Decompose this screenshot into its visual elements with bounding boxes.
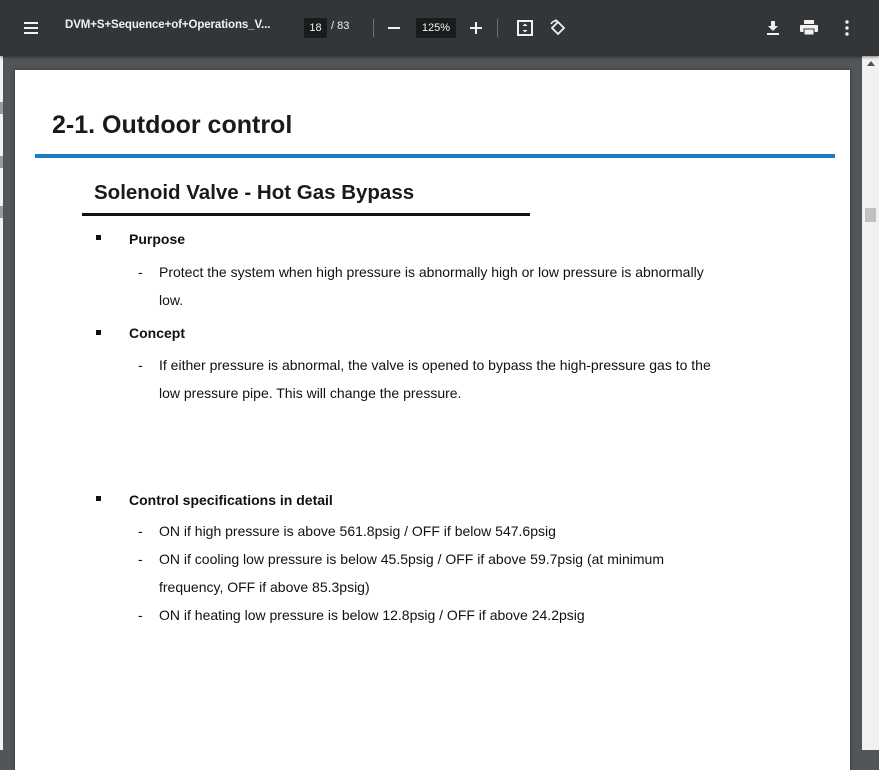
control-spec-item: ON if high pressure is above 561.8psig / OFF if below 547.6psig bbox=[159, 523, 556, 539]
bullet-marker bbox=[96, 235, 101, 240]
vertical-scrollbar[interactable] bbox=[862, 56, 879, 750]
triangle-up-icon bbox=[867, 61, 875, 66]
download-button[interactable] bbox=[761, 16, 785, 40]
rotate-button[interactable] bbox=[546, 16, 570, 40]
plus-icon bbox=[469, 21, 483, 35]
bullet-marker bbox=[96, 330, 101, 335]
dash-marker: - bbox=[138, 551, 143, 567]
purpose-text-line: Protect the system when high pressure is abnormally high or low pressure is abnormally bbox=[159, 264, 704, 280]
download-icon bbox=[766, 20, 780, 36]
control-spec-item: frequency, OFF if above 85.3psig) bbox=[159, 579, 370, 595]
zoom-level-input[interactable]: 125% bbox=[416, 18, 456, 38]
scroll-thumb[interactable] bbox=[865, 208, 876, 222]
control-specs-label: Control specifications in detail bbox=[129, 492, 333, 508]
fit-to-page-button[interactable] bbox=[513, 16, 537, 40]
fit-page-icon bbox=[517, 20, 533, 36]
purpose-label: Purpose bbox=[129, 231, 186, 247]
page-total: / 83 bbox=[331, 20, 350, 32]
minus-icon bbox=[387, 21, 401, 35]
zoom-in-button[interactable] bbox=[464, 16, 488, 40]
concept-label: Concept bbox=[129, 325, 185, 341]
concept-text-line: low pressure pipe. This will change the pressure. bbox=[159, 385, 462, 401]
toolbar-divider bbox=[497, 19, 498, 37]
print-button[interactable] bbox=[797, 16, 821, 40]
zoom-out-button[interactable] bbox=[382, 16, 406, 40]
subsection-title-underline bbox=[82, 213, 530, 216]
purpose-text-line: low. bbox=[159, 292, 184, 308]
rotate-icon bbox=[549, 19, 567, 37]
section-title: 2-1. Outdoor control bbox=[52, 111, 293, 139]
more-actions-button[interactable] bbox=[835, 16, 859, 40]
pdf-toolbar bbox=[0, 0, 879, 56]
page-number-input[interactable]: 18 bbox=[304, 18, 327, 38]
dash-marker: - bbox=[138, 523, 143, 539]
toolbar-divider bbox=[373, 19, 374, 37]
edge-marker bbox=[0, 102, 3, 114]
more-vert-icon bbox=[845, 20, 849, 36]
left-edge-panel bbox=[0, 56, 3, 750]
scroll-up-button[interactable] bbox=[862, 56, 879, 70]
dash-marker: - bbox=[138, 264, 143, 280]
control-spec-item: ON if cooling low pressure is below 45.5psig / OFF if above 59.7psig (at minimum bbox=[159, 551, 664, 567]
bullet-marker bbox=[96, 496, 101, 501]
concept-text-line: If either pressure is abnormal, the valve is opened to bypass the high-pressure gas to the bbox=[159, 357, 711, 373]
dash-marker: - bbox=[138, 357, 143, 373]
dash-marker: - bbox=[138, 607, 143, 623]
edge-marker bbox=[0, 156, 3, 168]
pdf-page bbox=[15, 70, 850, 770]
control-spec-item: ON if heating low pressure is below 12.8psig / OFF if above 24.2psig bbox=[159, 607, 585, 623]
subsection-title: Solenoid Valve - Hot Gas Bypass bbox=[94, 181, 415, 204]
edge-marker bbox=[0, 206, 3, 218]
menu-button[interactable] bbox=[20, 16, 44, 40]
print-icon bbox=[800, 20, 818, 36]
document-title: DVM+S+Sequence+of+Operations_V... bbox=[65, 19, 271, 31]
menu-icon bbox=[24, 21, 40, 35]
section-title-underline bbox=[35, 154, 835, 158]
